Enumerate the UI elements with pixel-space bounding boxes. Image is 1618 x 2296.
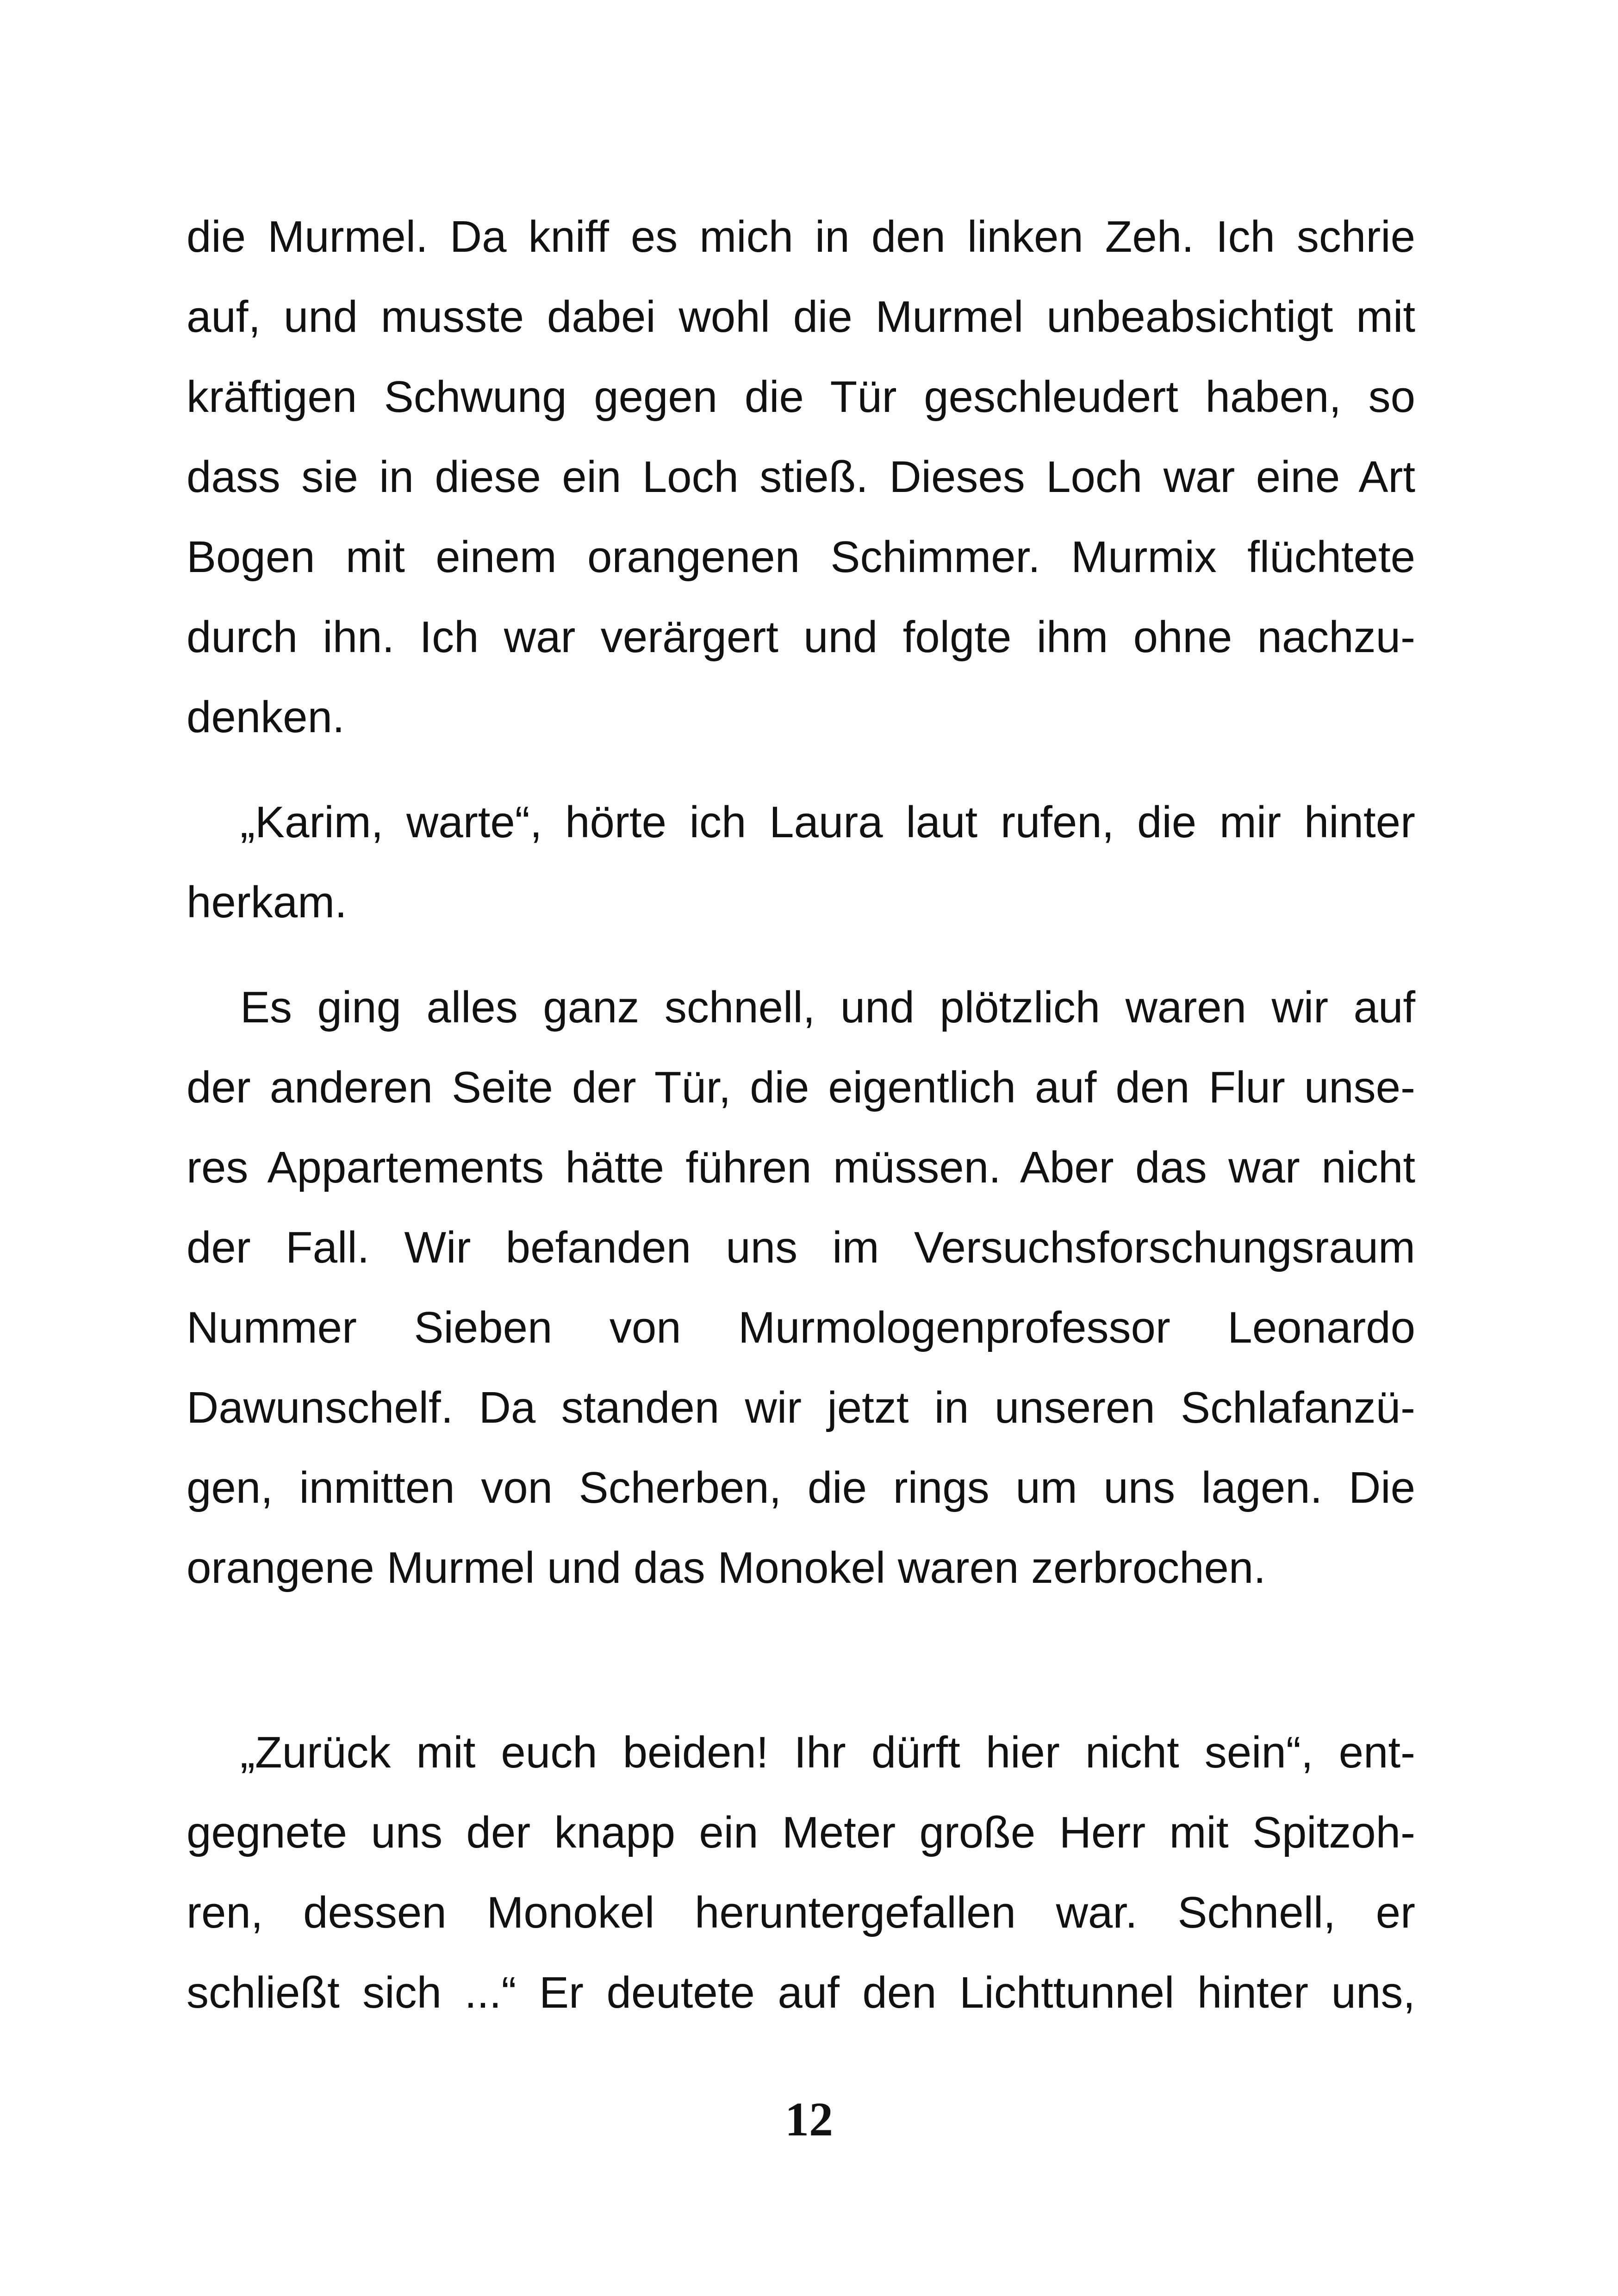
text-line: denken. — [187, 692, 345, 742]
paragraph-3 — [187, 967, 1415, 1608]
text-line: auf, und musste dabei wohl die Murmel unbeabsichtigt mit — [187, 292, 1415, 342]
text-line: durch ihn. Ich war verärgert und folgte ihm ohne nachzu- — [187, 612, 1415, 662]
text-line: Dawunschelf. Da standen wir jetzt in unseren Schlafanzü- — [187, 1383, 1415, 1432]
paragraph-1 — [187, 197, 1415, 757]
text-line: der anderen Seite der Tür, die eigentlich auf den Flur unse- — [187, 1063, 1415, 1112]
text-line: orangene Murmel und das Monokel waren zerbrochen. — [187, 1543, 1266, 1593]
text-line: dass sie in diese ein Loch stieß. Dieses Loch war eine Art — [187, 452, 1415, 502]
text-line: „Zurück mit euch beiden! Ihr dürft hier nicht sein“, ent- — [240, 1728, 1415, 1777]
paragraph-4 — [187, 1712, 1415, 2033]
text-line: kräftigen Schwung gegen die Tür geschleudert haben, so — [187, 372, 1415, 422]
text-line: Nummer Sieben von Murmologenprofessor Leonardo — [187, 1303, 1415, 1352]
text-line: gegnete uns der knapp ein Meter große Herr mit Spitzoh- — [187, 1808, 1415, 1857]
text-line: der Fall. Wir befanden uns im Versuchsforschungsraum — [187, 1223, 1415, 1272]
text-line: die Murmel. Da kniff es mich in den linken Zeh. Ich schrie — [187, 212, 1415, 261]
text-line: gen, inmitten von Scherben, die rings um uns lagen. Die — [187, 1463, 1415, 1512]
text-line: res Appartements hätte führen müssen. Aber das war nicht — [187, 1143, 1415, 1192]
text-line: schließt sich ...“ Er deutete auf den Lichttunnel hinter uns, — [187, 1968, 1415, 2017]
text-line: herkam. — [187, 877, 347, 927]
paragraph-2 — [187, 782, 1415, 942]
text-line: Es ging alles ganz schnell, und plötzlich waren wir auf — [240, 983, 1415, 1032]
text-line: Bogen mit einem orangenen Schimmer. Murmix flüchtete — [187, 532, 1415, 582]
text-line: ren, dessen Monokel heruntergefallen war. Schnell, er — [187, 1888, 1415, 1937]
text-line: „Karim, warte“, hörte ich Laura laut rufen, die mir hinter — [240, 797, 1415, 847]
page-number: 12 — [785, 2093, 833, 2146]
